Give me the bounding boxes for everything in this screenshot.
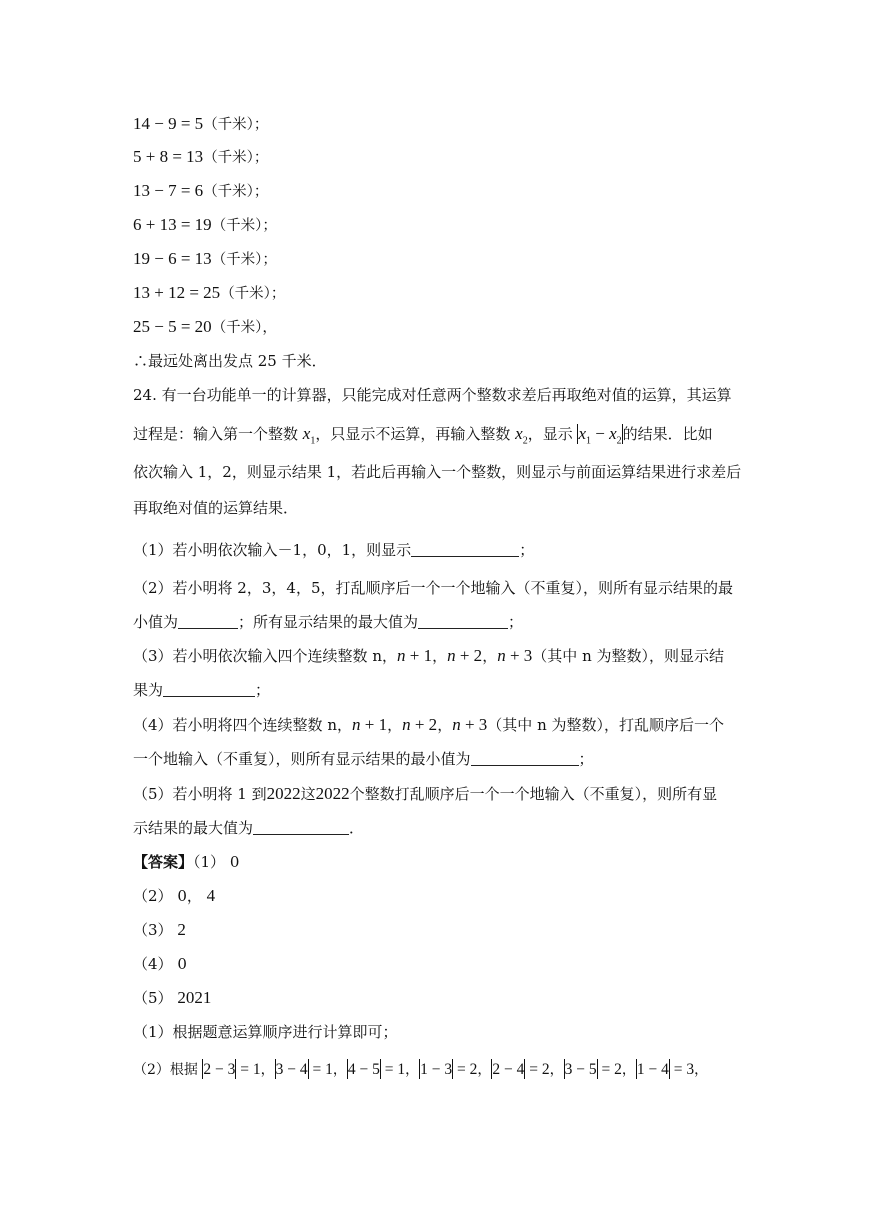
answer-number: （4） — [133, 955, 173, 973]
answer-line-5 — [133, 987, 211, 1009]
separator: ， — [332, 1062, 347, 1078]
abs-expression: 4 − 5 — [347, 1061, 380, 1078]
question-end: ； — [578, 750, 594, 768]
problem-line-1: 24. 有一台功能单一的计算器，只能完成对任意两个整数求差后再取绝对值的运算，其运算 — [133, 386, 732, 404]
calc-expression: 5 + 8 = 13 — [133, 147, 204, 166]
question-text: （其中 n 为整数），则显示结 — [532, 647, 724, 665]
answer-value: 0 — [177, 955, 187, 973]
abs-expression: 3 − 5 — [564, 1061, 597, 1078]
problem-line-3: 依次输入 1，2，则显示结果 1，若此后再输入一个整数，则显示与前面运算结果进行求差后 — [133, 463, 742, 481]
math-n-plus-1: n + 1 — [351, 715, 388, 734]
separator: ， — [482, 647, 498, 665]
calc-line-7 — [133, 316, 277, 339]
abs-result: = 1 — [236, 1061, 261, 1078]
calc-expression: 25 − 5 = 20 — [133, 317, 212, 336]
abs-result: = 2 — [597, 1061, 622, 1078]
answer-blank — [253, 820, 349, 835]
question-4-line-1 — [133, 714, 724, 736]
calc-unit: （千米）； — [220, 286, 286, 302]
calc-unit: （千米）； — [211, 252, 277, 268]
abs-expression: 2 − 3 — [203, 1061, 236, 1078]
abs-value-equation — [564, 1062, 636, 1078]
abs-result: = 3 — [669, 1061, 695, 1078]
math-number: 2022 — [266, 784, 301, 803]
answer-number: （3） — [133, 921, 173, 939]
calc-unit: （千米）； — [203, 117, 269, 133]
math-n-plus-2: n + 2 — [402, 715, 438, 734]
question-5-line-1 — [133, 783, 717, 805]
calc-line-4 — [133, 214, 277, 237]
problem-text: ，只显示不运算，再输入整数 — [315, 425, 511, 443]
conclusion-text: ∴最远处离出发点 25 千米． — [133, 352, 327, 370]
calc-line-5 — [133, 248, 277, 271]
problem-text: ，显示 — [527, 425, 573, 443]
answer-line-2 — [133, 885, 215, 907]
math-n-plus-2: n + 2 — [447, 646, 483, 665]
question-text: 小值为 — [133, 613, 179, 631]
question-text: （1）若小明依次输入－1，0，1，则显示 — [133, 541, 412, 559]
answer-blank — [471, 751, 579, 766]
calc-line-6 — [133, 282, 285, 305]
calc-unit: （千米）； — [203, 150, 269, 166]
problem-line-2 — [133, 423, 713, 452]
separator: ， — [621, 1062, 636, 1078]
math-number: 2022 — [315, 784, 350, 803]
answer-value: 2 — [177, 920, 186, 939]
question-2-line-2 — [133, 611, 523, 633]
question-text: 示结果的最大值为 — [133, 819, 254, 837]
question-3-line-1 — [133, 645, 724, 667]
calc-expression: 6 + 13 = 19 — [133, 215, 212, 234]
calc-line-2 — [133, 146, 268, 169]
abs-result: = 2 — [525, 1061, 550, 1078]
calc-unit: （千米）， — [211, 320, 277, 336]
answer-blank — [163, 682, 255, 697]
calc-unit: （千米）； — [203, 184, 269, 200]
question-4-line-2 — [133, 748, 594, 770]
calc-line-1 — [133, 113, 268, 136]
explanation-line-1: （1）根据题意运算顺序进行计算即可； — [133, 1023, 398, 1041]
calc-line-3 — [133, 180, 268, 203]
math-x1: $x_1$ — [302, 424, 316, 447]
abs-expression: 1 − 4 — [636, 1061, 669, 1078]
calc-expression: 19 − 6 = 13 — [133, 249, 212, 268]
question-text: 一个地输入（不重复），则所有显示结果的最小值为 — [133, 750, 471, 768]
question-5-line-2 — [133, 817, 364, 839]
calc-expression: 13 + 12 = 25 — [133, 283, 221, 302]
answer-number: （5） — [133, 989, 173, 1007]
answer-value: 2021 — [177, 988, 212, 1007]
answer-number: （2） — [133, 887, 173, 905]
answer-value: 0， — [177, 887, 202, 905]
separator: ， — [477, 1062, 492, 1078]
abs-value-equation — [347, 1062, 419, 1078]
answer-label: 【答案】 — [133, 853, 194, 871]
separator: ， — [549, 1062, 564, 1078]
separator: ， — [694, 1062, 709, 1078]
question-text: ；所有显示结果的最大值为 — [238, 613, 419, 631]
math-abs-expression: $x_1 - x_2$ — [578, 424, 622, 447]
answer-blank — [178, 614, 238, 629]
answer-line-1 — [133, 851, 239, 873]
separator: ， — [387, 716, 403, 734]
question-end: ； — [255, 681, 271, 699]
separator: ， — [405, 1062, 420, 1078]
separator: ， — [432, 647, 448, 665]
answer-blank — [418, 614, 508, 629]
abs-expression: 1 − 3 — [420, 1061, 453, 1078]
answer-line-3 — [133, 919, 186, 941]
answer-line-4 — [133, 953, 187, 975]
problem-text: 过程是：输入第一个整数 — [133, 425, 299, 443]
calc-expression: 13 − 7 = 6 — [133, 181, 204, 200]
question-end: ； — [508, 613, 524, 631]
explanation-line-2 — [133, 1059, 708, 1081]
question-text: （3）若小明依次输入四个连续整数 n， — [133, 647, 397, 665]
answer-value: 4 — [206, 886, 216, 905]
question-text: 果为 — [133, 681, 164, 699]
separator: ， — [437, 716, 453, 734]
answer-number: （1） — [193, 853, 226, 871]
question-2-line-1: （2）若小明将 2，3，4，5，打乱顺序后一个一个地输入（不重复），则所有显示结果的最 — [133, 579, 733, 597]
question-text: 这 — [300, 785, 316, 803]
calc-unit: （千米）； — [211, 218, 277, 234]
answer-blank — [411, 542, 519, 557]
abs-result: = 1 — [380, 1061, 406, 1078]
abs-value-equation — [419, 1062, 491, 1078]
math-x2: $x_2$ — [515, 424, 528, 447]
abs-result: = 1 — [308, 1061, 333, 1078]
calc-expression: 14 − 9 = 5 — [133, 114, 204, 133]
question-3-line-2 — [133, 679, 270, 701]
abs-expression: 2 − 4 — [492, 1061, 525, 1078]
question-text: （其中 n 为整数），打乱顺序后一个 — [487, 716, 724, 734]
math-n-plus-3: n + 3 — [452, 715, 488, 734]
question-end: ； — [519, 541, 535, 559]
question-text: 个整数打乱顺序后一个一个地输入（不重复），则所有显 — [349, 785, 718, 803]
abs-value-equation — [636, 1062, 708, 1078]
abs-result: = 2 — [453, 1061, 478, 1078]
explanation-text: （2）根据 — [133, 1062, 198, 1078]
question-end: ． — [349, 819, 365, 837]
question-1 — [133, 539, 534, 561]
answer-value: 0 — [229, 853, 240, 871]
abs-expression: 3 − 4 — [275, 1061, 308, 1078]
problem-line-4: 再取绝对值的运算结果． — [133, 499, 299, 517]
abs-value-equation — [275, 1062, 347, 1078]
math-n-plus-3: n + 3 — [497, 646, 533, 665]
abs-value-equation — [202, 1062, 274, 1078]
separator: ， — [260, 1062, 275, 1078]
abs-value-equation — [491, 1062, 563, 1078]
problem-text: 的结果．比如 — [622, 425, 713, 443]
math-n-plus-1: n + 1 — [396, 646, 433, 665]
question-text: （4）若小明将四个连续整数 n， — [133, 716, 352, 734]
question-text: （5）若小明将 1 到 — [133, 785, 267, 803]
